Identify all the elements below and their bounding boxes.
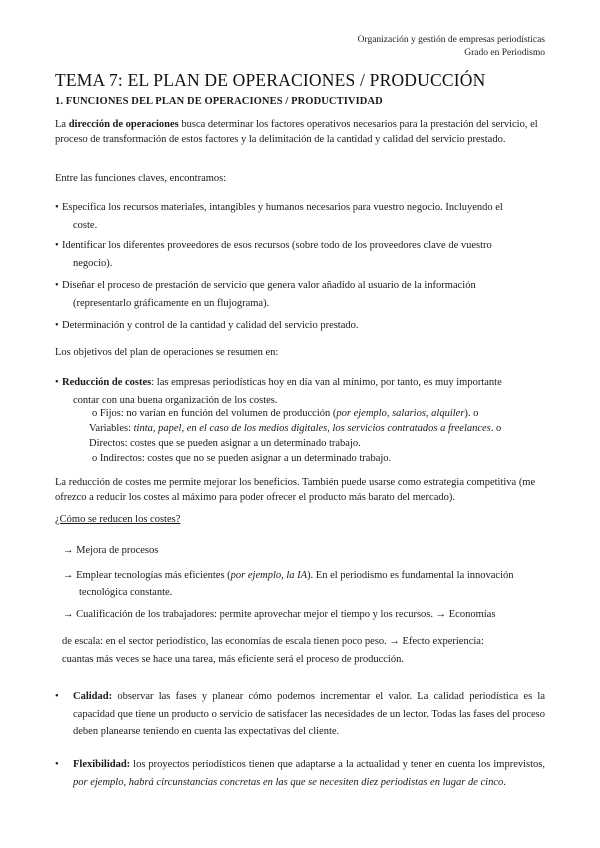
arrow-item-tecnologias-cont: tecnológica constante. xyxy=(79,587,173,598)
list-item-flexibilidad: • Flexibilidad: los proyectos periodísticos tienen que adaptarse a la actualidad y tener en cuenta los imprevistos, por ejemplo, habrá circunstancias concretas en las que se necesiten diez periodistas en lugar de cinco. xyxy=(55,756,545,791)
bullet-icon: • xyxy=(55,691,59,702)
flexibilidad-bold-term: Flexibilidad: xyxy=(73,759,131,770)
bullet-icon: • xyxy=(55,240,59,251)
como-reducen-heading: ¿Cómo se reducen los costes? xyxy=(55,514,181,525)
cost-type-fijos: o Fijos: no varían en función del volumen de producción (por ejemplo, salarios, alquiler). o xyxy=(92,408,479,419)
arrow-item-cualificacion: → Cualificación de los trabajadores: permite aprovechar mejor el tiempo y los recursos. → Economías xyxy=(63,609,496,620)
bullet-icon: • xyxy=(55,759,59,770)
arrow-item-procesos: → Mejora de procesos xyxy=(63,545,159,556)
bullet-icon: • xyxy=(55,377,59,388)
reduccion-bold-term: Reducción de costes xyxy=(62,377,152,388)
cost-type-indirectos: o Indirectos: costes que no se pueden asignar a un determinado trabajo. xyxy=(92,453,392,464)
calidad-bold-term: Calidad: xyxy=(73,691,113,702)
header-degree: Grado en Periodismo xyxy=(464,48,545,58)
header-course: Organización y gestión de empresas periodísticas xyxy=(357,35,545,45)
cost-type-directos: Directos: costes que se pueden asignar a un determinado trabajo. xyxy=(89,438,361,449)
arrow-item-tecnologias: → Emplear tecnologías más eficientes (por ejemplo, la IA). En el periodismo es fundamental la innovación xyxy=(63,570,514,581)
cost-type-variables: Variables: tinta, papel, en el caso de los medios digitales, los servicios contratados a freelances. o xyxy=(89,423,502,434)
list-item: • Especifica los recursos materiales, intangibles y humanos necesarios para vuestro negocio. Incluyendo el coste. xyxy=(55,199,545,235)
bullet-icon: • xyxy=(55,320,59,331)
objetivos-intro: Los objetivos del plan de operaciones se resumen en: xyxy=(55,347,279,358)
reduccion-paragraph: La reducción de costes me permite mejorar los beneficios. También puede usarse como estrategia competitiva (me ofrezco a reducir los costes al máximo para poder ofrecer el producto más barato del mercado). xyxy=(55,477,536,503)
page-title: TEMA 7: EL PLAN DE OPERACIONES / PRODUCCIÓN xyxy=(55,70,486,90)
bullet-icon: • xyxy=(55,202,59,213)
list-item-calidad: • Calidad: observar las fases y planear cómo podemos incrementar el valor. La calidad periodística es la capacidad que tiene un producto o servicio de satisfacer las necesidades de un lector. Todas las fases del proceso deben planearse teniendo en cuenta las expectativas del cliente. xyxy=(55,688,545,741)
intro-paragraph: La dirección de operaciones busca determinar los factores operativos necesarios para la prestación del servicio, el proceso de transformación de estos factores y la delimitación de la cantidad y calidad del servicio prestado. xyxy=(55,119,538,145)
arrow-item-experiencia: cuantas más veces se hace una tarea, más eficiente será el proceso de producción. xyxy=(62,654,404,665)
bullet-icon: • xyxy=(55,280,59,291)
list-item: • Diseñar el proceso de prestación de servicio que genera valor añadido al usuario de la información (representarlo gráficamente en un flujograma). xyxy=(55,277,545,313)
funciones-intro: Entre las funciones claves, encontramos: xyxy=(55,173,227,184)
intro-bold-term: dirección de operaciones xyxy=(68,119,179,130)
list-item: • Determinación y control de la cantidad y calidad del servicio prestado. xyxy=(55,317,545,335)
arrow-item-escala: de escala: en el sector periodístico, las economías de escala tienen poco peso. → Efecto experiencia: xyxy=(62,636,484,647)
running-header xyxy=(358,34,545,60)
list-item: • Identificar los diferentes proveedores de esos recursos (sobre todo de los proveedores clave de vuestro negocio). xyxy=(55,237,545,273)
list-item-reduccion: • Reducción de costes: las empresas periodísticas hoy en día van al mínimo, por tanto, es muy importante contar con una buena organización de los costes. xyxy=(55,374,545,410)
section-heading: 1. FUNCIONES DEL PLAN DE OPERACIONES / PRODUCTIVIDAD xyxy=(55,96,383,107)
